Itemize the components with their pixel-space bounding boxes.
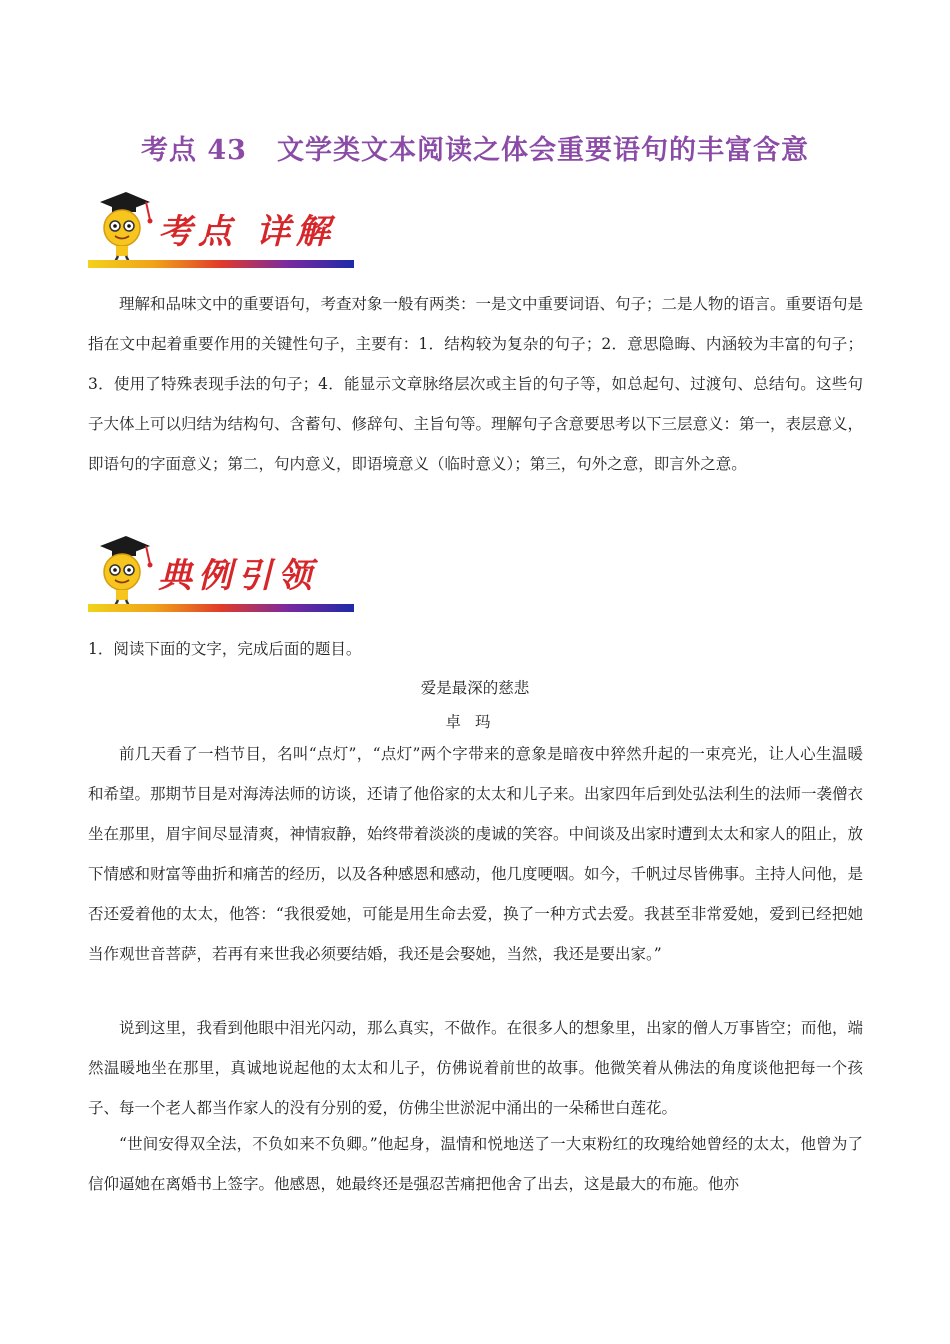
article-paragraph: 前几天看了一档节目，名叫“点灯”，“点灯”两个字带来的意象是暗夜中猝然升起的一束亮光，让人心生温暖和希望。那期节目是对海涛法师的访谈，还请了他俗家的太太和儿子来。出家四年后到处弘法利生的法师一袭僧衣坐在那里，眉宇间尽显清爽，神情寂静，始终带着淡淡的虔诚的笑容。中间谈及出家时遭到太太和家人的阻止，放下情感和财富等曲折和痛苦的经历，以及各种感恩和感动，他几度哽咽。如今，千帆过尽皆佛事。主持人问他，是否还爱着他的太太，他答：“我很爱她，可能是用生命去爱，换了一种方式去爱。我甚至非常爱她，爱到已经把她当作观世音菩萨，若再有来世我必须要结婚，我还是会娶她，当然，我还是要出家。” — [88, 745, 864, 963]
banner-label: 典例引领 — [158, 556, 318, 596]
banner-gradient-bar — [88, 604, 354, 612]
scholar-mascot-icon — [88, 534, 158, 610]
article-paragraph: “世间安得双全法，不负如来不负卿。”他起身，温情和悦地送了一大束粉红的玫瑰给她曾经的太太，他曾为了信仰逼她在离婚书上签字。他感恩，她最终还是强忍苦痛把他舍了出去，这是最大的布施。他亦 — [88, 1135, 863, 1193]
question-prompt: 1．阅读下面的文字，完成后面的题目。 — [88, 640, 362, 658]
section-banner-examples — [88, 534, 354, 612]
page-title — [0, 128, 950, 167]
article-title: 爱是最深的慈悲 — [420, 679, 530, 697]
article-paragraph: 说到这里，我看到他眼中泪光闪动，那么真实，不做作。在很多人的想象里，出家的僧人万事皆空；而他，端然温暖地坐在那里，真诚地说起他的太太和儿子，仿佛说着前世的故事。他微笑着从佛法的角度谈他把每一个孩子、每一个老人都当作家人的没有分别的爱，仿佛尘世淤泥中涌出的一朵稀世白莲花。 — [88, 1019, 864, 1117]
section-banner-details — [88, 190, 354, 268]
title-main: 文学类文本阅读之体会重要语句的丰富含意 — [276, 135, 809, 166]
intro-paragraph: 理解和品味文中的重要语句，考查对象一般有两类：一是文中重要词语、句子；二是人物的语言。重要语句是指在文中起着重要作用的关键性句子，主要有：1．结构较为复杂的句子；2．意思隐晦、内涵较为丰富的句子；3．使用了特殊表现手法的句子；4．能显示文章脉络层次或主旨的句子等，如总起句、过渡句、总结句。这些句子大体上可以归结为结构句、含蓄句、修辞句、主旨句等。理解句子含意要思考以下三层意义：第一，表层意义，即语句的字面意义；第二，句内意义，即语境意义（临时意义）；第三，句外之意，即言外之意。 — [88, 295, 864, 473]
banner-label: 考点 详解 — [158, 212, 336, 252]
scholar-mascot-icon — [88, 190, 158, 266]
title-prefix: 考点 43 — [141, 135, 247, 166]
banner-gradient-bar — [88, 260, 354, 268]
article-author: 卓玛 — [445, 713, 505, 731]
